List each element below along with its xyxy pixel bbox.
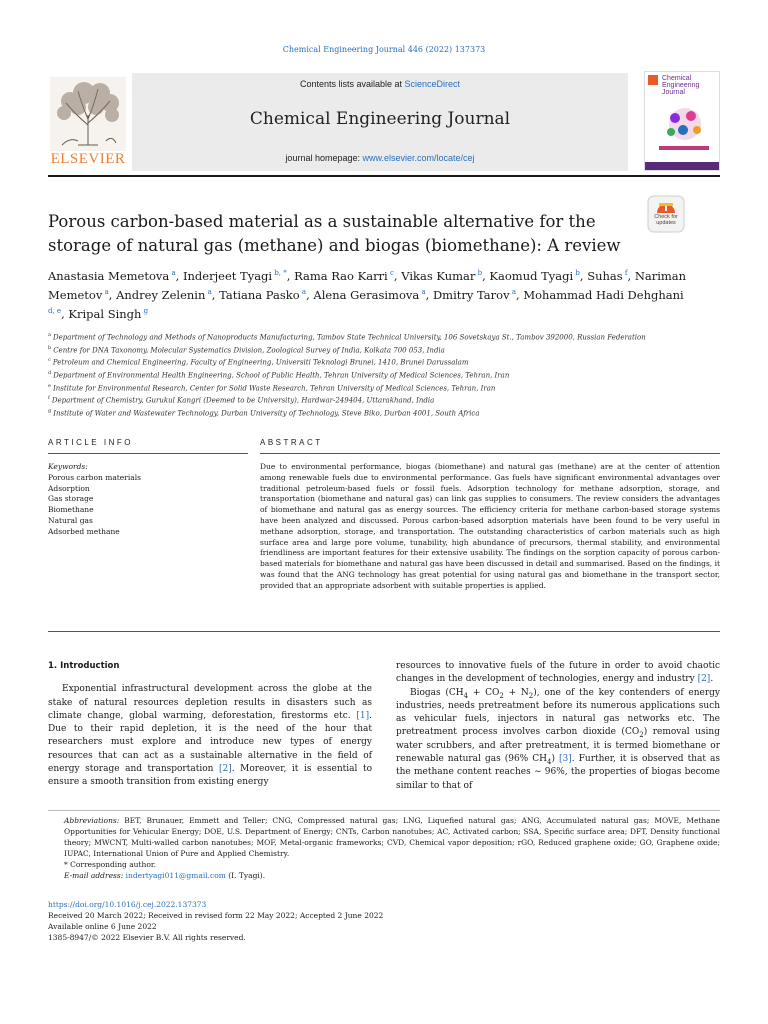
text-run: + CO: [468, 687, 500, 698]
body-column-right: [396, 660, 720, 793]
affiliation-text: Department of Environmental Health Engineering, School of Public Health, Tehran University of Medical Sciences, Tehran, Iran: [53, 371, 510, 380]
author-affiliation-marker[interactable]: b: [573, 269, 580, 278]
text-run: + N: [503, 687, 529, 698]
abstract-rule: [260, 453, 720, 454]
text-run: .: [710, 674, 714, 685]
author-name[interactable]: Vikas Kumar: [401, 269, 476, 283]
author-name[interactable]: Rama Rao Karri: [294, 269, 388, 283]
subscript: 2: [639, 731, 644, 740]
footnotes: [48, 815, 720, 881]
intro-paragraph: [48, 683, 372, 789]
text-run: ): [551, 754, 560, 765]
received-dates: Received 20 March 2022; Received in revised form 22 May 2022; Accepted 2 June 2022: [48, 911, 384, 920]
email-label: E-mail address:: [64, 871, 124, 880]
affiliation-item: [48, 330, 720, 343]
author-name[interactable]: Dmitry Tarov: [432, 288, 510, 302]
publication-info: [48, 899, 720, 943]
affiliation-text: Petroleum and Chemical Engineering, Faculty of Engineering, Universiti Teknologi Brunei, 1410, Brunei Darussalam: [52, 358, 469, 367]
author-name[interactable]: Andrey Zelenin: [116, 288, 206, 302]
author-affiliation-marker[interactable]: b: [475, 269, 483, 278]
author-list: Anastasia Memetova $^a$, Inderjeet Tyagi $^{b, *}$, Rama Rao Karri $^c$, Vikas Kumar $^b$, Kaomud Tyagi $^b$, Suhas $^f$, Nariman Memetov $^a$, Andrey Zelenin $^a$, Tatiana Pasko $^a$, Alena Gerasimova $^a$, Dmitry Tarov $^a$, Mohammad Hadi Dehghani $^{d, e}$, Kripal Singh $^g$: [48, 269, 687, 321]
keyword-item: Biomethane: [48, 505, 94, 515]
text-run: ), one of the key contenders of energy industries, needs pretreatment before its numerous applications such as vehicular fuels, injectors in natural gas networks etc. The pretreatment process involves carbon dioxide (CO: [396, 687, 720, 738]
affiliation-letter: c: [48, 357, 51, 364]
author-affiliation-marker[interactable]: d, e: [48, 307, 62, 316]
journal-homepage-link[interactable]: www.elsevier.com/locate/cej: [362, 153, 475, 163]
author-affiliation-marker[interactable]: a: [169, 269, 176, 278]
affiliation-item: [48, 393, 720, 406]
homepage-line: [132, 153, 628, 163]
copyright-line: 1385-8947/© 2022 Elsevier B.V. All rights reserved.: [48, 933, 246, 942]
footnote-rule: [48, 810, 720, 811]
author-name[interactable]: Kaomud Tyagi: [489, 269, 574, 283]
text-run: . Due to their rapid depletion, it is the need of the hour that researchers must explore and introduce new types of energy resources that can act as a sustainable alternative in the field of energy storage and transportation: [48, 710, 372, 775]
affiliation-item: [48, 355, 720, 368]
masthead-rule: [48, 175, 720, 177]
author-affiliation-marker[interactable]: c: [387, 269, 394, 278]
affiliation-item: [48, 368, 720, 381]
affiliation-item: [48, 343, 720, 356]
subscript: 2: [528, 691, 534, 700]
citation-link[interactable]: [2]: [697, 674, 711, 685]
text-run: resources to innovative fuels of the future in order to avoid chaotic changes in the development of technologies, energy and industry: [396, 661, 720, 685]
affiliation-list: [48, 330, 720, 418]
sciencedirect-link[interactable]: ScienceDirect: [404, 79, 461, 89]
subscript: 2: [499, 691, 504, 700]
doi-link[interactable]: https://doi.org/10.1016/j.cej.2022.137373: [48, 900, 207, 909]
cover-title: Chemical Engineering Journal: [662, 75, 700, 96]
author-affiliation-marker[interactable]: a: [299, 288, 307, 297]
biogas-paragraph: [396, 687, 720, 793]
email-link[interactable]: indertyagi011@gmail.com: [125, 871, 226, 880]
abstract-text: Due to environmental performance, biogas (biomethane) and natural gas (methane) are at the center of attention among renewable fuels due to environmental performance. Gas fuels have significant environmental advantages over traditional petroleum-based fuels or fossil fuels. Adsorption technology for methane adsorption, storage, and transportation (biomethane and natural gas) can link gas supplies to consumers. The review considers the advantages of biomethane and natural gas as energy sources. The efficiency criteria for methane carbon-based storage systems have been analyzed and discussed. Porous carbon-based adsorption materials have been found to be very useful in methane adsorption, storage, and transportation. The outstanding characteristics of carbon materials such as high surface area and large pore volume, tunability, high abundance of precursors, thermal stability, and environmental friendliness are important features for their extensive usability. The findings on the sorption capacity of porous carbon-based materials for biomethane and natural gas have been discussed in detail and summarised. Based on the findings, it was found that the ANG technology has great potential for using natural gas and biomethane in the transport sector, provided that an appropriate adsorbent with suitable properties is applied.: [260, 462, 720, 590]
text-run: Exponential infrastructural development across the globe at the stake of natural resources depletion results in disasters such as climate change, global warming, deforestation, firestorms etc.: [48, 684, 372, 721]
author[interactable]: [48, 269, 176, 283]
author[interactable]: [587, 269, 627, 283]
contents-prefix: Contents lists available at: [299, 79, 405, 89]
author-affiliation-marker[interactable]: b, *: [272, 269, 287, 278]
check-for-updates-label[interactable]: Check for updates: [654, 214, 678, 226]
author-name[interactable]: Suhas: [587, 269, 623, 283]
author[interactable]: [219, 288, 306, 302]
paper-title: Porous carbon-based material as a sustainable alternative for the storage of natural gas (methane) and biogas (biomethane): A review: [48, 212, 621, 255]
author[interactable]: [68, 307, 148, 321]
masthead: [48, 71, 720, 175]
publisher-wordmark: ELSEVIER: [50, 151, 126, 167]
affiliation-letter: g: [48, 407, 52, 414]
affiliation-letter: b: [48, 344, 52, 351]
author-affiliation-marker[interactable]: a: [102, 288, 109, 297]
author[interactable]: [489, 269, 579, 283]
author-name[interactable]: Nariman Memetov: [48, 269, 687, 302]
author[interactable]: [313, 288, 425, 302]
author-affiliation-marker[interactable]: f: [622, 269, 628, 278]
author-name[interactable]: Alena Gerasimova: [313, 288, 420, 302]
author-affiliation-marker[interactable]: a: [419, 288, 426, 297]
author-affiliation-marker[interactable]: a: [509, 288, 516, 297]
journal-title: Chemical Engineering Journal: [249, 109, 511, 129]
affiliation-letter: d: [48, 369, 52, 376]
text-run: Biogas (CH: [410, 687, 464, 698]
citation-link[interactable]: [2]: [218, 764, 232, 775]
intro-paragraph-continued: [396, 660, 720, 687]
corresponding-author-note: * Corresponding author.: [64, 860, 157, 869]
journal-cover-thumbnail: [644, 71, 720, 171]
author-name[interactable]: Anastasia Memetova: [48, 269, 170, 283]
body-column-left: [48, 660, 372, 790]
author-name[interactable]: Inderjeet Tyagi: [182, 269, 273, 283]
abstract-bottom-rule: [48, 631, 720, 632]
running-head[interactable]: Chemical Engineering Journal 446 (2022) 137373: [282, 45, 486, 54]
author-affiliation-marker[interactable]: a: [205, 288, 212, 297]
keywords-block: [48, 462, 248, 538]
author[interactable]: [294, 269, 394, 283]
affiliation-item: [48, 406, 720, 419]
citation-link[interactable]: [3]: [559, 754, 572, 765]
subscript: 4: [463, 691, 469, 700]
affiliation-text: Institute of Water and Wastewater Technology, Durban University of Technology, Steve Biko, Durban 4001, South Africa: [53, 409, 480, 418]
author[interactable]: [116, 288, 212, 302]
affiliation-text: Department of Technology and Methods of Nanoproducts Manufacturing, Tambov State Technical University, 106 Sovetskaya St., Tambov 392000, Russian Federation: [52, 333, 646, 342]
text-run: . Moreover, it is essential to ensure a smooth transition from existing energy: [48, 764, 372, 788]
keyword-item: Porous carbon materials: [48, 472, 141, 482]
abbreviations-footnote: [48, 815, 720, 859]
journal-banner: [132, 73, 628, 171]
affiliation-letter: a: [48, 332, 51, 338]
email-suffix: (I. Tyagi).: [225, 871, 266, 880]
text-run: . Further, it is observed that as the methane content reaches ∼ 96%, the properties of biogas become similar to that of: [396, 754, 720, 791]
subscript: 4: [547, 757, 552, 766]
affiliation-text: Department of Chemistry, Gurukul Kangri (Deemed to be University), Hardwar-249404, Uttarakhand, India: [51, 396, 435, 405]
homepage-prefix: journal homepage:: [285, 153, 363, 163]
keywords-label: Keywords:: [48, 462, 88, 471]
author-affiliation-marker[interactable]: g: [141, 307, 149, 316]
author-name[interactable]: Tatiana Pasko: [219, 288, 300, 302]
keyword-item: Adsorption: [48, 483, 90, 493]
author-name[interactable]: Mohammad Hadi Dehghani: [523, 288, 684, 302]
online-date: Available online 6 June 2022: [48, 922, 157, 931]
contents-line: [132, 79, 628, 89]
email-footnote: [48, 870, 720, 881]
abbreviations-text: BET, Brunauer, Emmett and Teller; CNG, Compressed natural gas; LNG, Liquefied natural gas; ANG, Accumulated natural gas; MOVE, Methane Opportunities for Vehicular Energy; DOE, U.S. Department of Energy; CNTs, Carbon nanotubes; AC, Activated carbon; SSA, Specific surface area; DFT, Density functional theory; MWCNT, Multi-walled carbon nanotubes; MOF, Metal-organic frameworks; CVD, Chemical vapor deposition; rGO, Reduced graphene oxide; GO, Graphene oxide; IUPAC, International Union of Pure and Applied Chemistry.: [64, 816, 720, 858]
author[interactable]: [183, 269, 287, 283]
affiliation-text: Institute for Environmental Research, Center for Solid Waste Research, Tehran University of Medical Sciences, Tehran, Iran: [52, 383, 496, 392]
author-name[interactable]: Kripal Singh: [68, 307, 142, 321]
keyword-item: Natural gas: [48, 515, 93, 525]
keyword-item: Adsorbed methane: [48, 526, 120, 536]
keyword-item: Gas storage: [48, 494, 94, 504]
abstract-heading: ABSTRACT: [260, 438, 323, 447]
affiliation-item: [48, 381, 720, 394]
affiliation-letter: e: [48, 382, 51, 389]
affiliation-text: Centre for DNA Taxonomy, Molecular Systematics Division, Zoological Survey of India, Kolkata 700 053, India: [53, 345, 445, 354]
citation-link[interactable]: [1]: [356, 710, 370, 721]
abbreviations-label: Abbreviations:: [64, 816, 120, 825]
text-run: ) removal using water scrubbers, and after pretreatment, it is termed biomethane or renewable natural gas (96% CH: [396, 727, 720, 765]
article-info-heading: ARTICLE INFO: [48, 438, 133, 447]
article-info-rule: [48, 453, 248, 454]
affiliation-letter: f: [48, 395, 50, 402]
section-heading-introduction: 1. Introduction: [48, 661, 120, 671]
author[interactable]: [433, 288, 516, 302]
author[interactable]: [401, 269, 482, 283]
